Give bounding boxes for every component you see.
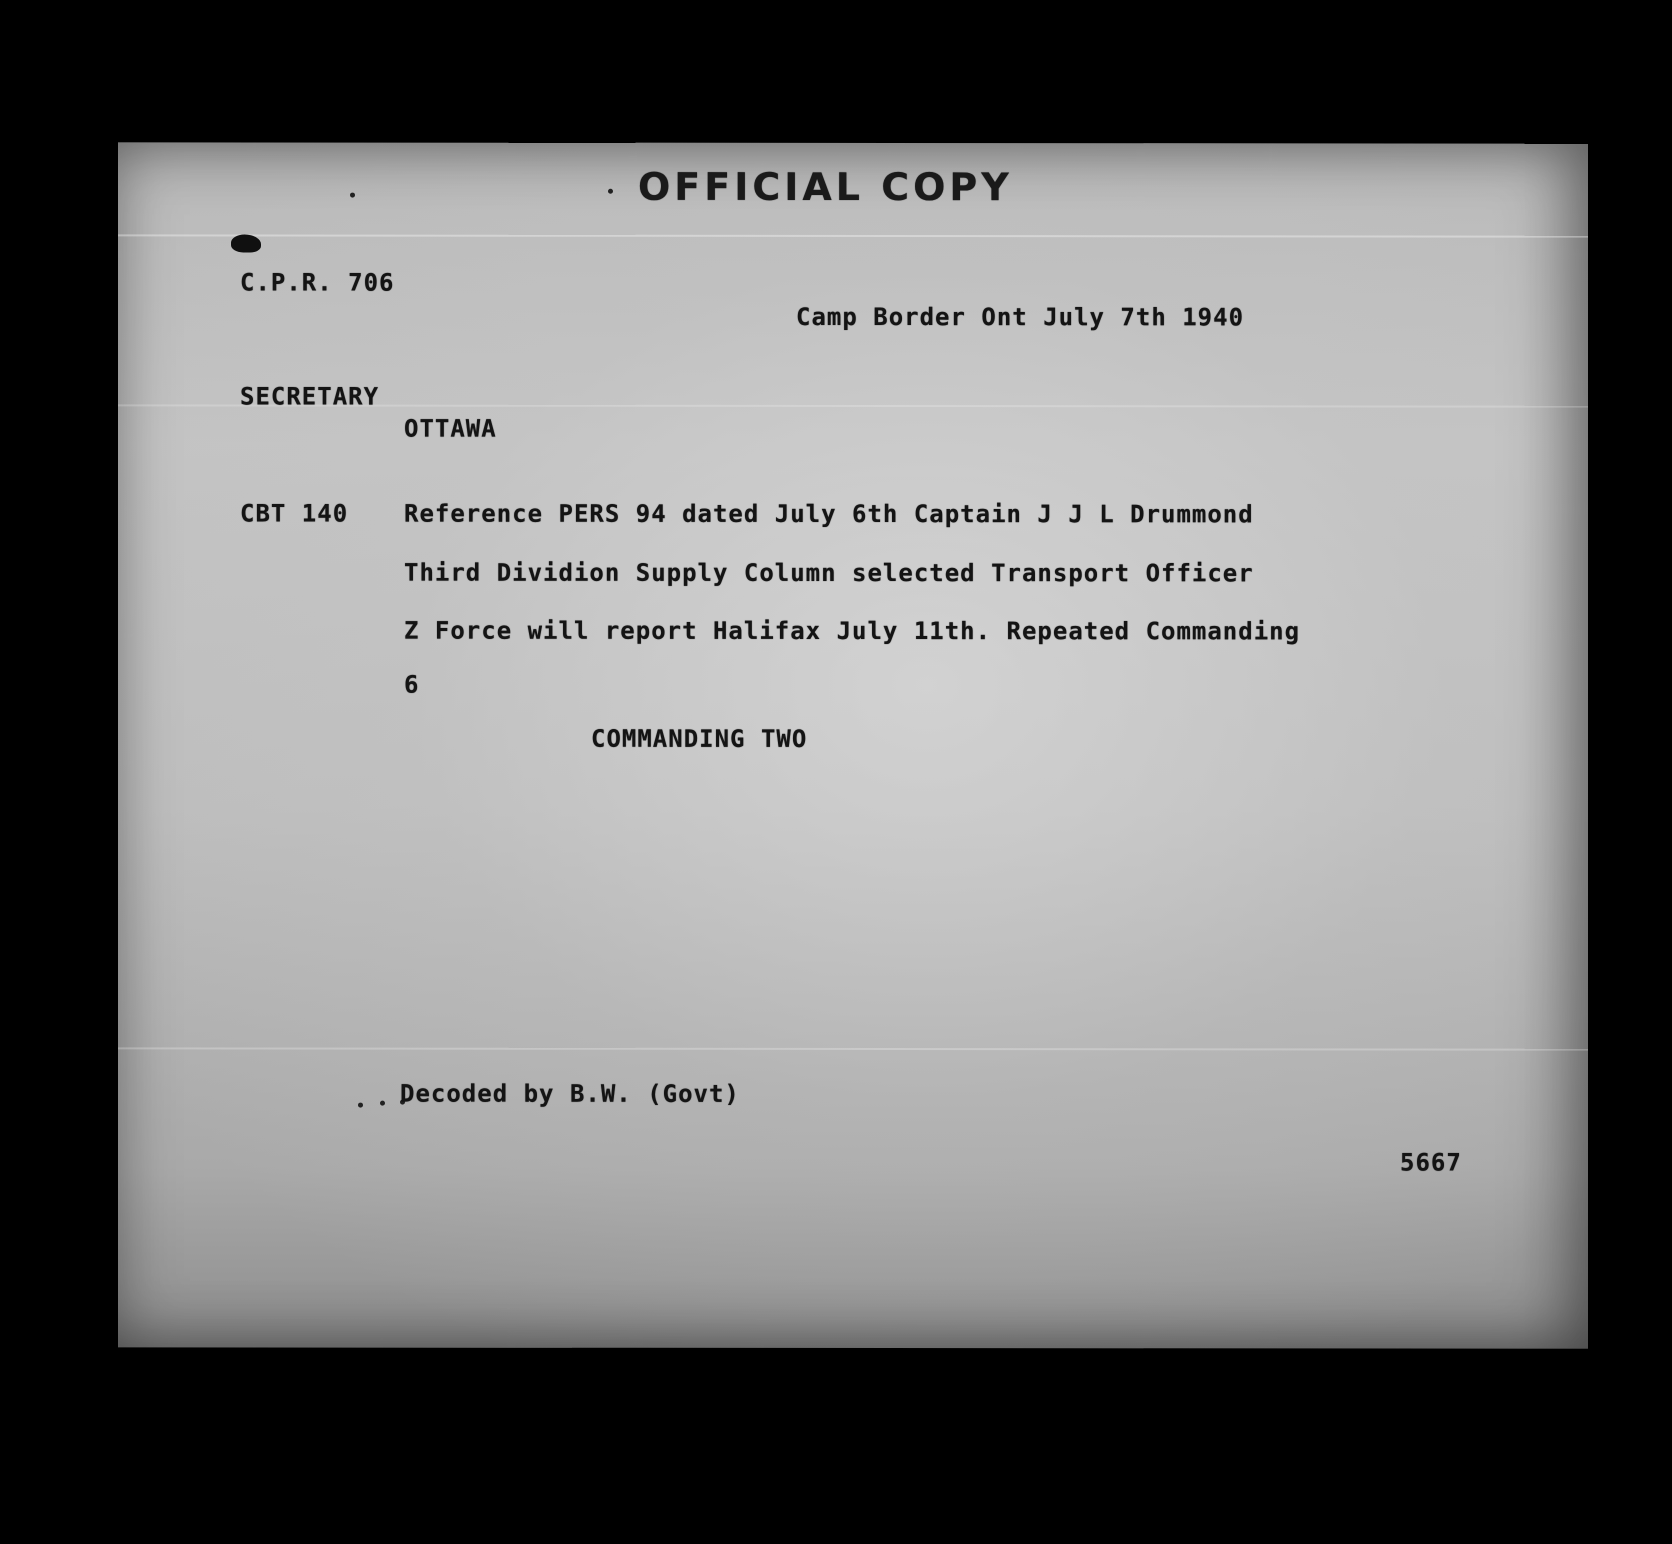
ink-speck	[350, 193, 355, 198]
message-reference: CBT 140	[240, 499, 349, 528]
ink-speck	[358, 1103, 363, 1108]
ink-speck	[380, 1101, 385, 1106]
serial-number: 5667	[1400, 1148, 1462, 1177]
ink-blot	[231, 234, 261, 252]
addressee: SECRETARY	[240, 382, 380, 411]
body-line: Z Force will report Halifax July 11th. Repeated Commanding	[404, 616, 1301, 646]
decoded-by-note: Decoded by B.W. (Govt)	[400, 1079, 740, 1108]
scan-line	[118, 234, 1588, 237]
body-line: Third Dividion Supply Column selected Transport Officer	[404, 558, 1254, 588]
form-code: C.P.R. 706	[240, 268, 395, 297]
scan-line	[118, 1047, 1588, 1050]
body-line: 6	[404, 670, 420, 699]
signature: COMMANDING TWO	[591, 724, 808, 753]
place-and-date: Camp Border Ont July 7th 1940	[796, 302, 1245, 332]
body-line: Reference PERS 94 dated July 6th Captain J J L Drummond	[404, 499, 1254, 529]
addressee-city: OTTAWA	[404, 414, 497, 443]
ink-speck	[608, 189, 613, 194]
official-copy-stamp: OFFICIAL COPY	[638, 164, 1013, 210]
telegram-document	[118, 142, 1588, 1348]
